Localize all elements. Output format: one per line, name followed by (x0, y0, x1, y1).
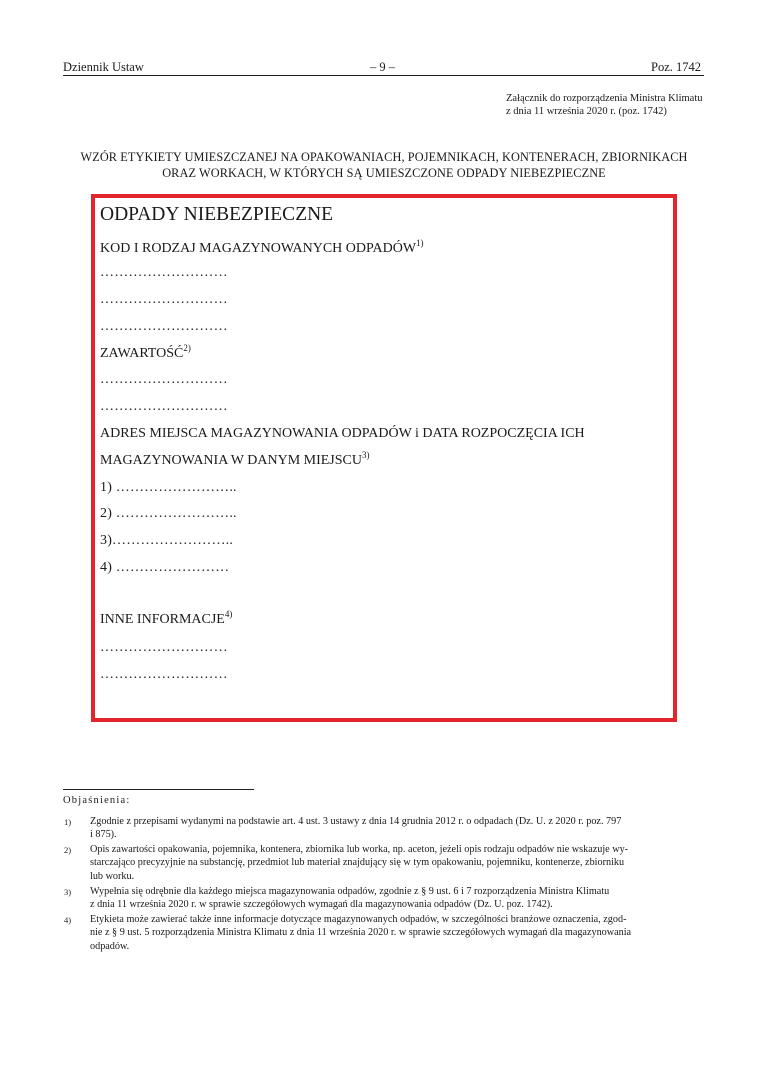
footnote-2-line-1: Opis zawartości opakowania, pojemnika, kontenera, zbiornika lub worka, np. aceton, jeżeli opis rodzaju odpadów nie wskazuje wy- (90, 844, 629, 855)
footnote-1 (90, 815, 705, 842)
footnote-3-line-1: Wypełnia się odrębnie dla każdego miejsca magazynowania odpadów, zgodnie z § 9 ust. 6 i 7 rozporządzenia Ministra Klimatu (90, 886, 610, 897)
address-line-1: 1) …………………….. (100, 480, 237, 495)
journal-name: Dziennik Ustaw (63, 60, 144, 74)
annex-note (506, 92, 706, 118)
label-heading: ODPADY NIEBEZPIECZNE (100, 204, 334, 225)
footnote-4-line-1: Etykieta może zawierać także inne informacje dotyczące magazynowanych odpadów, w szczególności branżowe oznaczenia, zgod- (90, 914, 627, 925)
title-line-1: WZÓR ETYKIETY UMIESZCZANEJ NA OPAKOWANIACH, POJEMNIKACH, KONTENERACH, ZBIORNIKACH (80, 150, 688, 164)
content-line-1: ……………………… (100, 372, 228, 387)
address-label-line-1: ADRES MIEJSCA MAGAZYNOWANIA ODPADÓW i DATA ROZPOCZĘCIA ICH (100, 426, 585, 441)
footnote-number-2: 2) (64, 845, 72, 855)
footnote-number-3: 3) (64, 887, 72, 897)
footnote-2 (90, 843, 705, 883)
footnote-4-line-3: odpadów. (90, 940, 130, 952)
footnote-ref-1: 1) (416, 238, 424, 248)
footnote-1-line-2: i 875). (90, 829, 117, 841)
footnote-divider (63, 789, 254, 790)
other-info-line-2: ……………………… (100, 667, 228, 682)
header-divider (63, 75, 704, 76)
footnote-2-line-3: lub worku. (90, 870, 135, 882)
title-line-2: ORAZ WORKACH, W KTÓRYCH SĄ UMIESZCZONE ODPADY NIEBEZPIECZNE (162, 166, 606, 180)
annex-line-1: Załącznik do rozporządzenia Ministra Klimatu (506, 93, 703, 104)
content-line-2: ……………………… (100, 399, 228, 414)
footnote-3 (90, 885, 705, 912)
content-label (100, 343, 191, 362)
other-info-label-text: INNE INFORMACJE (100, 612, 225, 627)
annex-line-2: z dnia 11 września 2020 r. (poz. 1742) (506, 106, 667, 117)
footnote-4-line-2: nie z § 9 ust. 5 rozporządzenia Ministra Klimatu z dnia 11 września 2020 r. w sprawie szczegółowych wymagań dla magazynowania (90, 927, 632, 939)
other-info-line-1: ……………………… (100, 640, 228, 655)
address-line-3: 3)…………………….. (100, 533, 234, 548)
footnote-number-4: 4) (64, 915, 72, 925)
footnote-ref-3: 3) (362, 450, 370, 460)
waste-code-label-text: KOD I RODZAJ MAGAZYNOWANYCH ODPADÓW (100, 241, 417, 256)
footnote-1-line-1: Zgodnie z przepisami wydanymi na podstawie art. 4 ust. 3 ustawy z dnia 14 grudnia 2012 r. o odpadach (Dz. U. z 2020 r. poz. 797 (90, 816, 622, 827)
waste-code-label (100, 238, 424, 257)
footnote-ref-4: 4) (224, 609, 233, 619)
content-label-text: ZAWARTOŚĆ (100, 346, 184, 361)
waste-code-line-2: ……………………… (100, 292, 228, 307)
footnote-4 (90, 913, 705, 953)
other-info-label (100, 609, 233, 628)
position-number: Poz. 1742 (651, 60, 701, 74)
waste-code-line-3: ……………………… (100, 319, 228, 334)
address-line-4: 4) …………………… (100, 560, 230, 575)
address-label-text: MAGAZYNOWANIA W DANYM MIEJSCU (100, 453, 362, 468)
footnote-ref-2: 2) (183, 343, 191, 353)
footnote-3-line-2: z dnia 11 września 2020 r. w sprawie szczegółowych wymagań dla magazynowania odpadów (Dz. U. poz. 1742). (90, 899, 553, 911)
waste-code-line-1: ……………………… (100, 265, 228, 280)
footnote-2-line-2: starczająco precyzyjnie na substancję, przedmiot lub materiał znajdujący się w tym opakowaniu, pojemniku, kontenerze, zbiorniku (90, 857, 625, 869)
document-title (40, 149, 728, 181)
footnote-number-1: 1) (64, 817, 72, 827)
address-line-2: 2) …………………….. (100, 506, 237, 521)
explanations-heading: Objaśnienia: (63, 795, 131, 806)
page-number: – 9 – (370, 60, 395, 74)
address-label-line-2 (100, 450, 370, 469)
